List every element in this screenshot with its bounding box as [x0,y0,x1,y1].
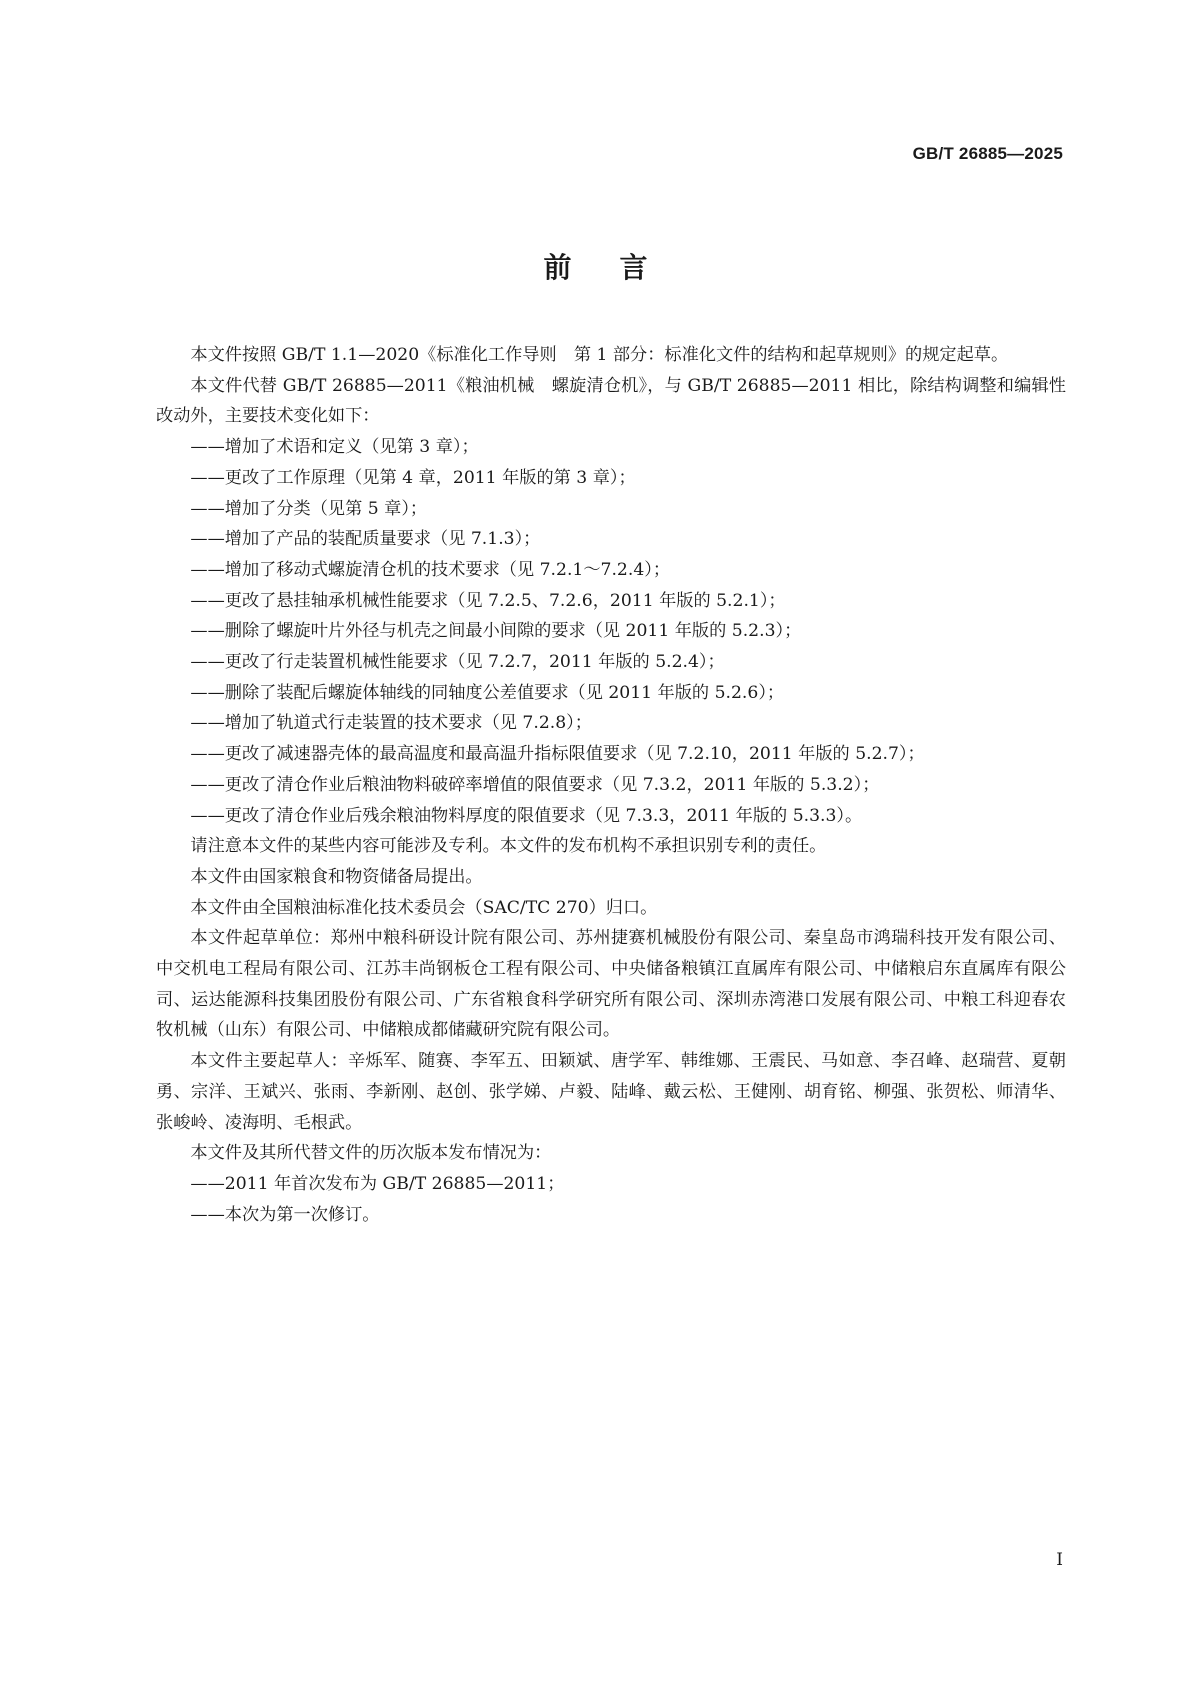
change-list-item: ——增加了轨道式行走装置的技术要求（见 7.2.8）； [190,713,592,734]
version-history-item: ——本次为第一次修订。 [190,1204,380,1225]
change-list-item: ——更改了清仓作业后残余粮油物料厚度的限值要求（见 7.3.3，2011 年版的 5.3.3）。 [190,805,863,826]
change-list-item: ——更改了减速器壳体的最高温度和最高温升指标限值要求（见 7.2.10，2011 年版的 5.2.7）； [190,744,925,765]
standard-number: GB/T 26885—2025 [912,144,1063,163]
foreword-body [156,340,1066,1230]
page-title: 前言 [543,251,696,284]
change-list-item: ——删除了螺旋叶片外径与机壳之间最小间隙的要求（见 2011 年版的 5.2.3）； [190,621,802,642]
version-history-intro: 本文件及其所代替文件的历次版本发布情况为： [190,1143,552,1164]
change-list-item: ——增加了移动式螺旋清仓机的技术要求（见 7.2.1～7.2.4）； [190,559,671,580]
paragraph: 本文件代替 GB/T 26885—2011《粮油机械 螺旋清仓机》，与 GB/T 26885—2011 相比，除结构调整和编辑性改动外，主要技术变化如下： [156,375,1066,427]
change-list-item: ——更改了行走装置机械性能要求（见 7.2.7，2011 年版的 5.2.4）； [190,652,725,673]
committee-statement: 本文件由全国粮油标准化技术委员会（SAC/TC 270）归口。 [190,897,658,918]
change-list-item: ——增加了术语和定义（见第 3 章）； [190,437,479,458]
patent-notice: 请注意本文件的某些内容可能涉及专利。本文件的发布机构不承担识别专利的责任。 [190,836,827,857]
version-history-item: ——2011 年首次发布为 GB/T 26885—2011； [190,1173,565,1194]
change-list-item: ——更改了清仓作业后粮油物料破碎率增值的限值要求（见 7.3.2，2011 年版的 5.3.2）； [190,774,880,795]
change-list-item: ——增加了分类（见第 5 章）； [190,498,428,519]
change-list-item: ——增加了产品的装配质量要求（见 7.1.3）； [190,529,541,550]
proposer-statement: 本文件由国家粮食和物资储备局提出。 [190,866,483,887]
paragraph: 本文件按照 GB/T 1.1—2020《标准化工作导则 第 1 部分：标准化文件的结构和起草规则》的规定起草。 [190,345,1009,365]
change-list-item: ——删除了装配后螺旋体轴线的同轴度公差值要求（见 2011 年版的 5.2.6）； [190,682,785,703]
drafting-units: 本文件起草单位：郑州中粮科研设计院有限公司、苏州捷赛机械股份有限公司、秦皇岛市鸿瑞科技开发有限公司、中交机电工程局有限公司、江苏丰尚钢板仓工程有限公司、中央储备粮镇江直属库有限公司、中储粮启东直属库有限公司、运达能源科技集团股份有限公司、广东省粮食科学研究所有限公司、深圳赤湾港口发展有限公司、中粮工科迎春农牧机械（山东）有限公司、中储粮成都储藏研究院有限公司。 [156,928,1066,1041]
change-list-item: ——更改了悬挂轴承机械性能要求（见 7.2.5、7.2.6，2011 年版的 5.2.1）； [190,590,786,611]
page-number: I [1056,1550,1063,1570]
drafters: 本文件主要起草人：辛烁军、随赛、李军五、田颖斌、唐学军、韩维娜、王震民、马如意、李召峰、赵瑞营、夏朝勇、宗洋、王斌兴、张雨、李新刚、赵创、张学娣、卢毅、陆峰、戴云松、王健刚、胡育铭、柳强、张贺松、师清华、张峻岭、凌海明、毛根武。 [156,1051,1066,1133]
change-list-item: ——更改了工作原理（见第 4 章，2011 年版的第 3 章）； [190,467,636,488]
